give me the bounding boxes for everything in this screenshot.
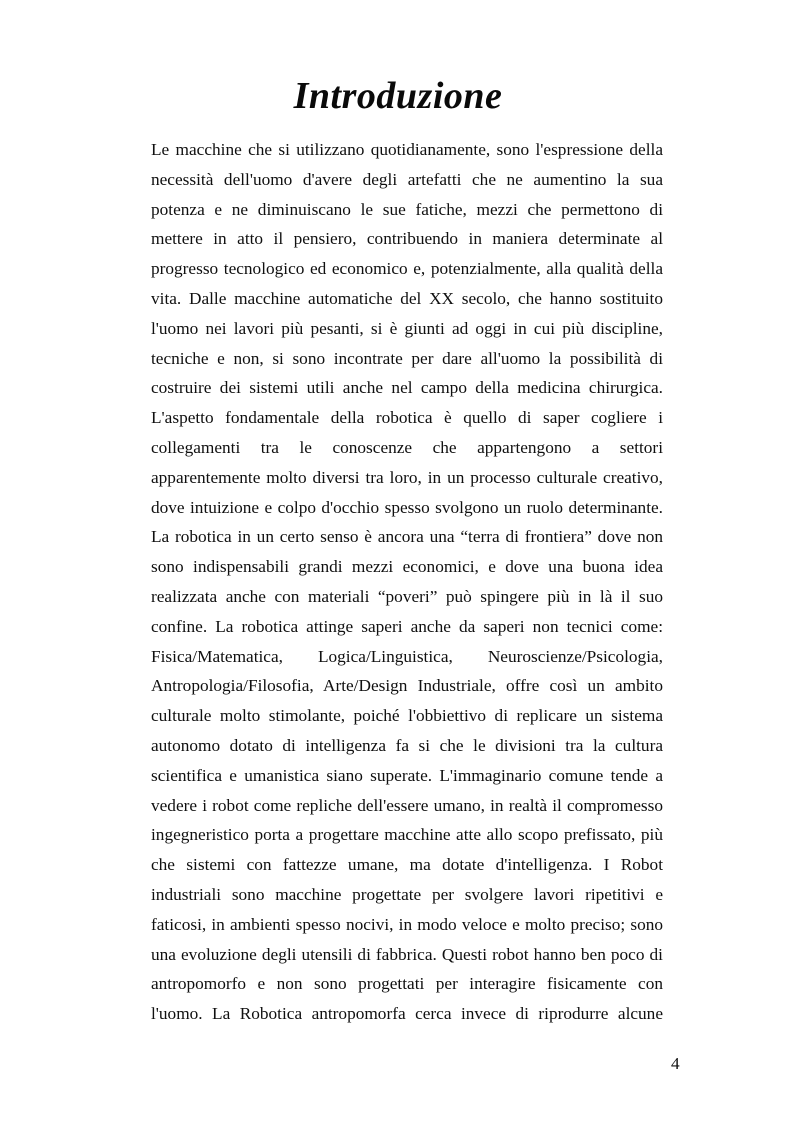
- body-line: industriali sono macchine progettate per svolgere lavori ripetitivi e: [151, 884, 663, 904]
- body-line: necessità dell'uomo d'avere degli artefatti che ne aumentino la sua: [151, 169, 663, 189]
- body-line: vita. Dalle macchine automatiche del XX secolo, che hanno sostituito: [151, 288, 663, 308]
- body-text: [151, 135, 663, 1029]
- body-line: tecniche e non, si sono incontrate per dare all'uomo la possibilità di: [151, 348, 663, 368]
- page-title: Introduzione: [293, 75, 503, 117]
- body-line: Antropologia/Filosofia, Arte/Design Industriale, offre così un ambito: [151, 676, 663, 696]
- body-line: L'aspetto fondamentale della robotica è quello di saper cogliere i: [151, 408, 663, 428]
- body-line: culturale molto stimolante, poiché l'obbiettivo di replicare un sistema: [151, 706, 663, 726]
- body-line: La robotica in un certo senso è ancora una “terra di frontiera” dove non: [151, 527, 663, 547]
- body-line: collegamenti tra le conoscenze che appartengono a settori: [151, 437, 663, 457]
- body-line: faticosi, in ambienti spesso nocivi, in modo veloce e molto preciso; sono: [151, 914, 663, 934]
- body-line: una evoluzione degli utensili di fabbrica. Questi robot hanno ben poco di: [151, 944, 663, 964]
- body-line: l'uomo nei lavori più pesanti, si è giunti ad oggi in cui più discipline,: [151, 318, 663, 338]
- body-line: apparentemente molto diversi tra loro, in un processo culturale creativo,: [151, 467, 663, 487]
- body-line: realizzata anche con materiali “poveri” può spingere più in là il suo: [151, 586, 663, 606]
- body-line: che sistemi con fattezze umane, ma dotate d'intelligenza. I Robot: [151, 855, 663, 875]
- body-line: costruire dei sistemi utili anche nel campo della medicina chirurgica.: [151, 378, 663, 398]
- body-line: sono indispensabili grandi mezzi economici, e dove una buona idea: [151, 557, 663, 577]
- body-line: l'uomo. La Robotica antropomorfa cerca invece di riprodurre alcune: [151, 1004, 663, 1024]
- body-line: mettere in atto il pensiero, contribuendo in maniera determinate al: [151, 229, 663, 249]
- page-number: 4: [671, 1054, 680, 1073]
- body-line: potenza e ne diminuiscano le sue fatiche, mezzi che permettono di: [151, 199, 663, 219]
- body-line: antropomorfo e non sono progettati per interagire fisicamente con: [151, 974, 663, 994]
- body-line: confine. La robotica attinge saperi anche da saperi non tecnici come:: [151, 616, 663, 636]
- body-line: vedere i robot come repliche dell'essere umano, in realtà il compromesso: [151, 795, 663, 815]
- body-line: Le macchine che si utilizzano quotidianamente, sono l'espressione della: [151, 140, 663, 159]
- body-line: dove intuizione e colpo d'occhio spesso svolgono un ruolo determinante.: [151, 497, 663, 517]
- body-line: ingegneristico porta a progettare macchine atte allo scopo prefissato, più: [151, 825, 663, 845]
- body-line: Fisica/Matematica, Logica/Linguistica, Neuroscienze/Psicologia,: [151, 646, 663, 666]
- body-line: autonomo dotato di intelligenza fa si che le divisioni tra la cultura: [151, 735, 663, 755]
- body-line: progresso tecnologico ed economico e, potenzialmente, alla qualità della: [151, 259, 663, 279]
- body-line: scientifica e umanistica siano superate. L'immaginario comune tende a: [151, 765, 663, 785]
